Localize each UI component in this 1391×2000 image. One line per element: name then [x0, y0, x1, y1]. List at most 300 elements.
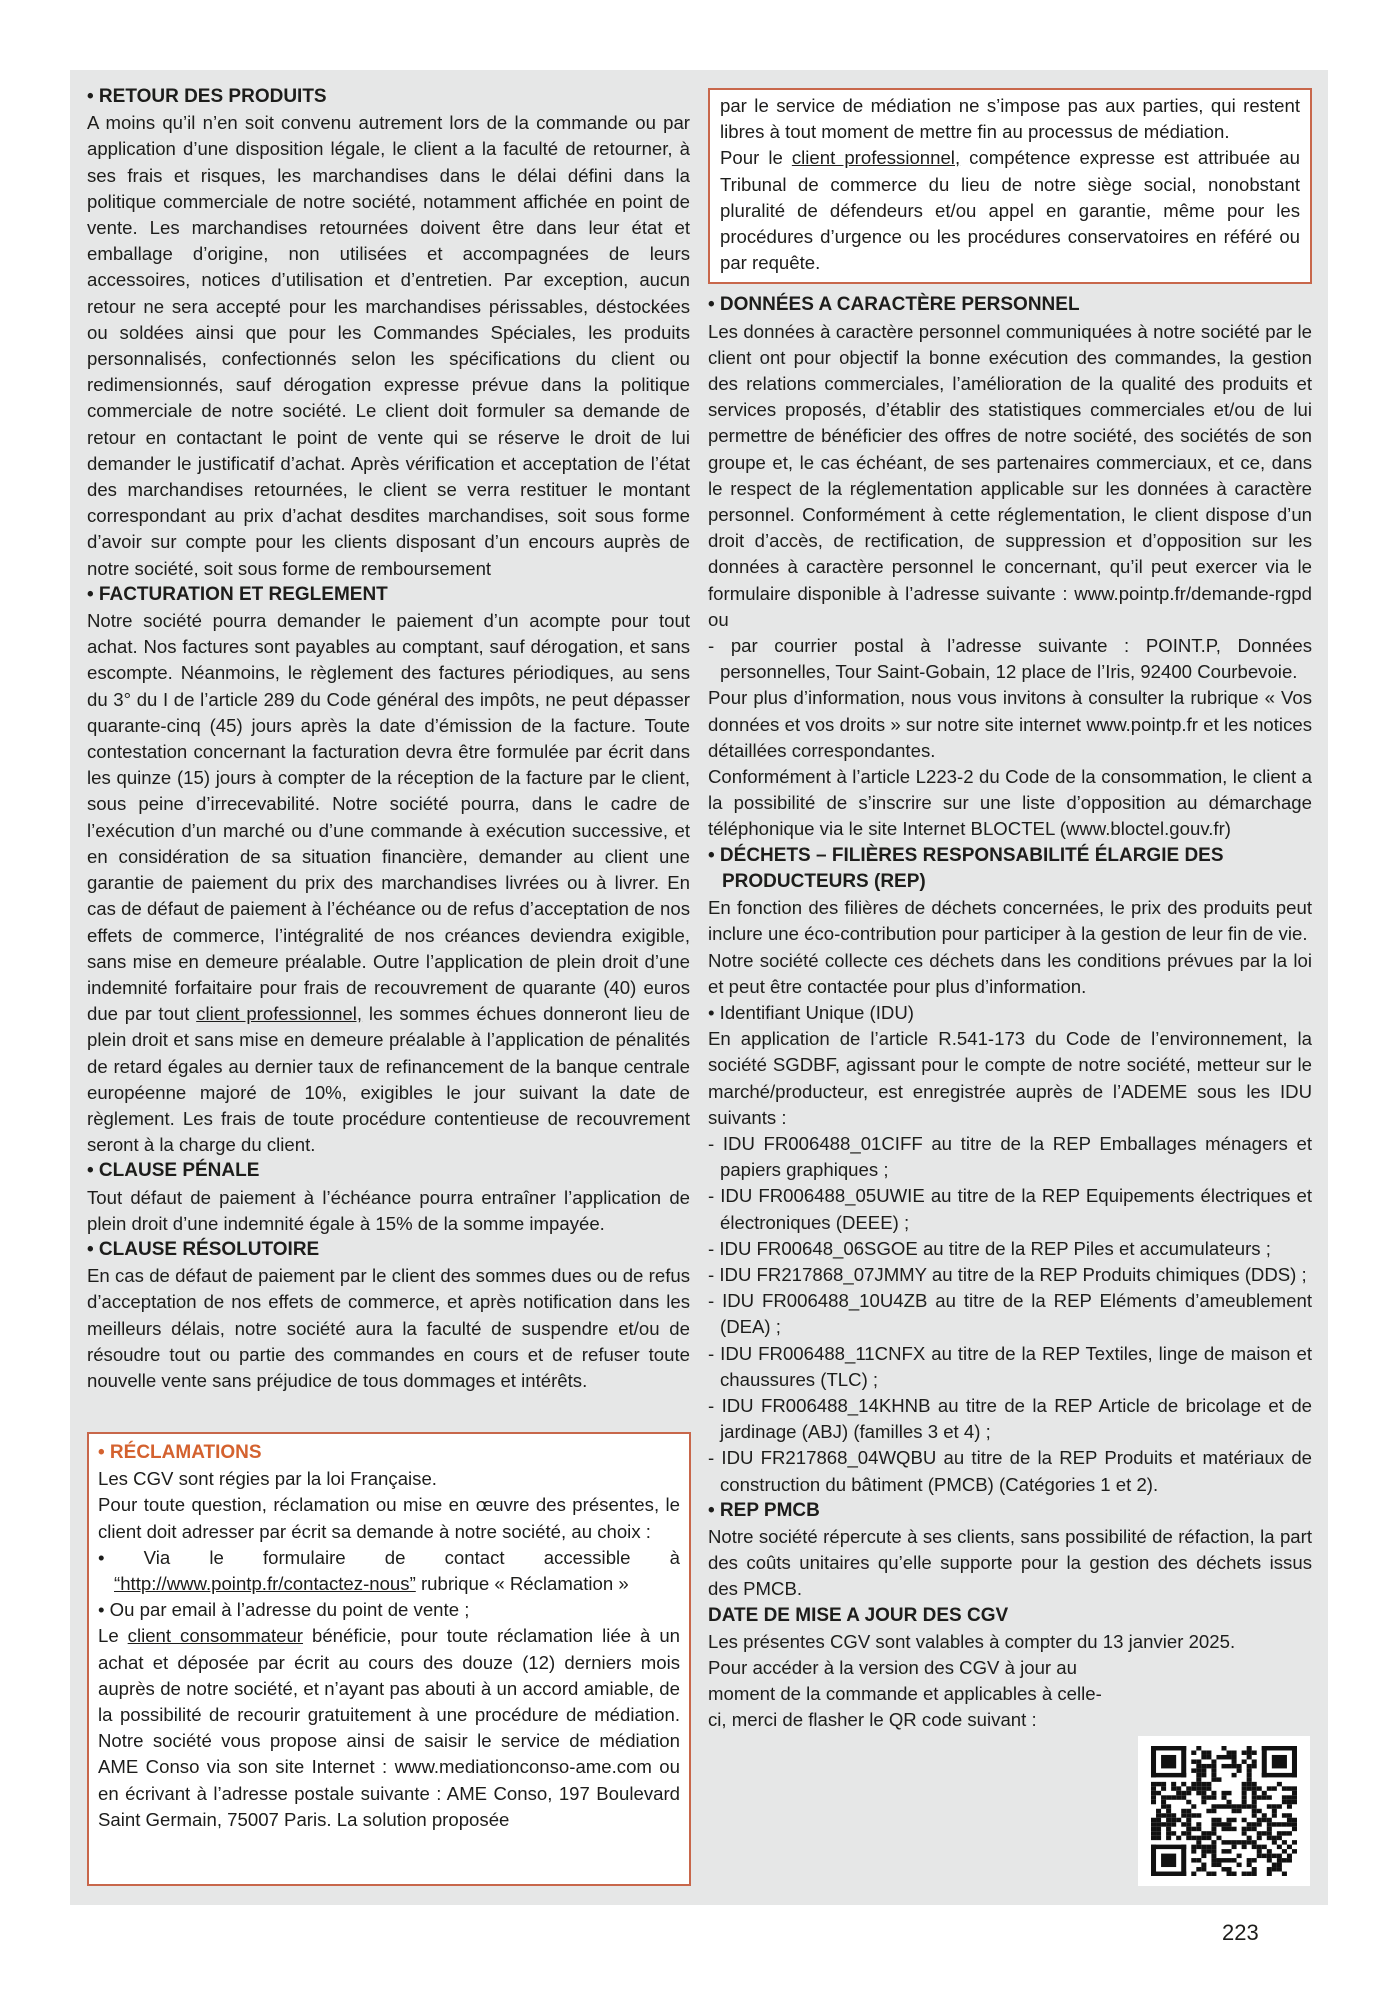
- qr-module: [1216, 1822, 1221, 1826]
- qr-module: [1242, 1831, 1247, 1835]
- qr-module: [1282, 1795, 1287, 1799]
- qr-module: [1227, 1818, 1232, 1822]
- qr-code-image: [1151, 1746, 1297, 1876]
- section-body: A moins qu’il n’en soit convenu autrement lors de la commande ou par application d’une disposition légale, le client a la faculté de retourner, à ses frais et risques, les marchandises dans le délai défini dans la politique commerciale de notre société, notamment affichée en point de vente. Les marchandises retournées doivent être dans leur état et emballage d’origine, non utilisées et accompagnées de leurs accessoires, notices d’utilisation et d’entretien. Par exception, aucun retour ne sera accepté pour les marchandises périssables, déstockées ou soldées ainsi que pour les Commandes Spéciales, les produits personnalisés, confectionnés selon les spécifications du client ou redimensionnés, sauf dérogation expresse prévue dans la politique commerciale de notre société. Le client doit formuler sa demande de retour en contactant le point de vente qui se réserve le droit de lui demander le justificatif d’achat. Après vérification et acceptation de l’état des marchandises retournées, le client se verra restituer le montant correspondant au prix d’achat desdites marchandises, soit sous forme d’avoir sur compte pour les clients disposant d’un encours auprès de notre société, soit sous forme de remboursement: [87, 112, 690, 579]
- qr-module: [1292, 1822, 1297, 1826]
- qr-module: [1191, 1836, 1196, 1840]
- qr-module: [1247, 1836, 1252, 1840]
- qr-module: [1282, 1831, 1287, 1835]
- qr-module: [1287, 1822, 1292, 1826]
- qr-module: [1166, 1809, 1171, 1813]
- qr-module: [1206, 1782, 1211, 1786]
- qr-module: [1247, 1773, 1252, 1777]
- qr-module: [1227, 1867, 1232, 1871]
- qr-module: [1237, 1840, 1242, 1844]
- qr-module: [1151, 1831, 1156, 1835]
- qr-module: [1216, 1804, 1221, 1808]
- qr-module: [1252, 1750, 1257, 1754]
- qr-module: [1262, 1845, 1267, 1849]
- idu-item: - IDU FR217868_07JMMY au titre de la REP Produits chimiques (DDS) ;: [708, 1263, 1307, 1285]
- qr-module: [1176, 1791, 1181, 1795]
- qr-module: [1151, 1800, 1156, 1804]
- text: - par courrier postal à l’adresse suivante : POINT.P, Données personnelles, Tour Saint-Gobain, 12 place de l’Iris, 92400 Courbevoie.: [708, 635, 1312, 683]
- qr-module: [1221, 1840, 1226, 1844]
- qr-module: [1206, 1849, 1211, 1853]
- text: Notre société pourra demander le paiement d’un acompte pour tout achat. Nos factures sont payables au comptant, sauf dérogation, et sans escompte. Néanmoins, le règlement des factures périodiques, au sens du 3° du I de l’article 289 du Code général des impôts, ne peut dépasser quarante-cinq (45) jours après la date d’émission de la facture. Toute contestation concernant la facturation devra être formulée par écrit dans les quinze (15) jours à compter de la réception de la facture par le client, sous peine d’irrecevabilité. Notre société pourra, dans le cadre de l’exécution d’un marché ou d’une commande à exécution successive, et en considération de sa situation financière, demander au client une garantie de paiement du prix des marchandises livrées ou à livrer. En cas de défaut de paiement à l’échéance ou de refus d’acceptation de nos effets de commerce, l’intégralité de nos créances deviendra exigible, sans mise en demeure préalable. Outre l’application de plein droit d’une indemnité forfaitaire pour frais de recouvrement de quarante (40) euros due par tout: [87, 610, 690, 1025]
- qr-module: [1232, 1755, 1237, 1759]
- qr-module: [1267, 1854, 1272, 1858]
- qr-module: [1196, 1764, 1201, 1768]
- text: bénéficie, pour toute réclamation liée à un achat et déposée par écrit au cours des douze (12) derniers mois auprès de notre société, et n’ayant pas abouti à un accord amiable, de la possibilité de recourir gratuitement à une procédure de médiation. Notre société vous propose ainsi de saisir le service de médiation AME Conso via son site Internet : www.mediationconso-ame.com ou en écrivant à l’adresse postale suivante : AME Conso, 197 Boulevard Saint Germain, 75007 Paris. La solution proposée: [98, 1625, 680, 1830]
- qr-module: [1247, 1750, 1252, 1754]
- section-donnees-personnelles: [708, 292, 1312, 842]
- qr-module: [1242, 1818, 1247, 1822]
- qr-module: [1282, 1800, 1287, 1804]
- qr-module: [1242, 1786, 1247, 1790]
- qr-module: [1196, 1782, 1201, 1786]
- qr-module: [1206, 1755, 1211, 1759]
- qr-module: [1171, 1813, 1176, 1817]
- idu-item: - IDU FR00648_06SGOE au titre de la REP Piles et accumulateurs ;: [708, 1237, 1271, 1259]
- qr-module: [1282, 1822, 1287, 1826]
- qr-module: [1242, 1840, 1247, 1844]
- qr-module: [1181, 1813, 1186, 1817]
- qr-module: [1267, 1827, 1272, 1831]
- text: rubrique « Réclamation »: [415, 1573, 629, 1595]
- qr-module: [1287, 1800, 1292, 1804]
- qr-module: [1151, 1836, 1156, 1840]
- qr-module: [1191, 1872, 1196, 1876]
- qr-module: [1232, 1804, 1237, 1808]
- text: Les données à caractère personnel communiquées à notre société par le client ont pour objectif la bonne exécution des commandes, la gestion des relations commerciales, l’amélioration de la qualité des produits et services proposés, d’établir des statistiques commerciales et/ou de lui permettre de bénéficier des offres de notre société, des sociétés de son groupe et, le cas échéant, de ses partenaires commerciaux, et ce, dans le respect de la réglementation applicable sur les données à caractère personnel. Conformément à cette réglementation, le client dispose d’un droit d’accès, de rectification, de suppression et d’opposition sur les données à caractère personnel le concernant, qu’il peut exercer via le formulaire disponible à l’adresse suivante : www.pointp.fr/demande-rgpd ou: [708, 320, 1312, 630]
- qr-module: [1262, 1746, 1267, 1777]
- qr-module: [1151, 1791, 1156, 1795]
- qr-module: [1277, 1831, 1282, 1835]
- qr-module: [1232, 1809, 1237, 1813]
- qr-module: [1211, 1804, 1216, 1808]
- qr-module: [1292, 1840, 1297, 1844]
- qr-module: [1211, 1845, 1216, 1849]
- text: • Identifiant Unique (IDU): [708, 1001, 914, 1023]
- qr-module: [1257, 1795, 1262, 1799]
- qr-code[interactable]: [1138, 1736, 1310, 1886]
- section-clause-resolutoire: [87, 1237, 690, 1394]
- text: Les présentes CGV sont valables à compter du 13 janvier 2025.: [708, 1630, 1236, 1652]
- qr-module: [1196, 1867, 1201, 1871]
- qr-module: [1186, 1791, 1191, 1795]
- qr-module: [1186, 1818, 1191, 1822]
- qr-module: [1181, 1809, 1186, 1813]
- qr-module: [1156, 1782, 1161, 1786]
- qr-module: [1196, 1746, 1201, 1750]
- section-title: • RETOUR DES PRODUITS: [87, 86, 327, 107]
- section-title: DATE DE MISE A JOUR DES CGV: [708, 1604, 1009, 1626]
- qr-module: [1252, 1858, 1257, 1862]
- qr-module: [1272, 1840, 1277, 1844]
- qr-module: [1257, 1854, 1262, 1858]
- qr-module: [1252, 1759, 1257, 1763]
- qr-module: [1211, 1849, 1216, 1853]
- qr-module: [1257, 1845, 1262, 1849]
- qr-module: [1227, 1804, 1232, 1808]
- qr-module: [1237, 1768, 1242, 1772]
- text: Notre société répercute à ses clients, sans possibilité de réfaction, la part des coûts unitaires qu’elle supporte pour la gestion des déchets issus des PMCB.: [708, 1525, 1312, 1600]
- qr-module: [1196, 1858, 1201, 1862]
- qr-module: [1196, 1845, 1201, 1849]
- qr-module: [1201, 1831, 1206, 1835]
- qr-module: [1292, 1800, 1297, 1804]
- qr-module: [1211, 1827, 1216, 1831]
- qr-module: [1156, 1836, 1161, 1840]
- qr-module: [1221, 1858, 1226, 1862]
- contact-url-link[interactable]: “http://www.pointp.fr/contactez-nous”: [114, 1573, 416, 1595]
- qr-module: [1237, 1863, 1242, 1867]
- qr-module: [1201, 1863, 1206, 1867]
- qr-module: [1191, 1858, 1196, 1862]
- qr-module: [1257, 1836, 1262, 1840]
- qr-module: [1232, 1840, 1237, 1844]
- qr-module: [1176, 1795, 1181, 1799]
- qr-module: [1211, 1840, 1216, 1844]
- qr-module: [1237, 1804, 1242, 1808]
- qr-module: [1211, 1872, 1216, 1876]
- qr-module: [1206, 1836, 1211, 1840]
- qr-module: [1181, 1795, 1186, 1799]
- qr-module: [1237, 1764, 1242, 1768]
- qr-module: [1247, 1786, 1252, 1790]
- qr-module: [1232, 1827, 1237, 1831]
- qr-module: [1252, 1786, 1257, 1790]
- qr-module: [1252, 1782, 1257, 1786]
- qr-module: [1151, 1845, 1156, 1876]
- qr-module: [1211, 1863, 1216, 1867]
- qr-module: [1287, 1795, 1292, 1799]
- qr-module: [1151, 1773, 1186, 1777]
- qr-module: [1211, 1764, 1216, 1768]
- qr-module: [1201, 1849, 1206, 1853]
- qr-module: [1191, 1813, 1196, 1817]
- qr-module: [1252, 1764, 1257, 1768]
- left-column: [87, 84, 690, 1394]
- qr-module: [1221, 1795, 1226, 1799]
- qr-module: [1151, 1782, 1156, 1786]
- qr-module: [1232, 1858, 1237, 1862]
- qr-module: [1196, 1759, 1201, 1763]
- qr-module: [1242, 1795, 1247, 1799]
- qr-module: [1201, 1867, 1206, 1871]
- qr-module: [1292, 1786, 1297, 1790]
- qr-module: [1267, 1849, 1272, 1853]
- qr-module: [1247, 1872, 1252, 1876]
- qr-module: [1206, 1764, 1211, 1768]
- qr-module: [1272, 1804, 1277, 1808]
- qr-module: [1242, 1782, 1247, 1786]
- qr-module: [1151, 1746, 1156, 1777]
- qr-module: [1277, 1836, 1282, 1840]
- qr-module: [1201, 1768, 1206, 1772]
- idu-item: - IDU FR006488_11CNFX au titre de la REP Textiles, linge de maison et chaussures (TLC) ;: [708, 1342, 1312, 1390]
- qr-module: [1247, 1746, 1252, 1750]
- qr-module: [1247, 1782, 1252, 1786]
- qr-module: [1191, 1759, 1196, 1763]
- qr-module: [1282, 1872, 1287, 1876]
- qr-module: [1267, 1831, 1272, 1835]
- qr-module: [1186, 1831, 1191, 1835]
- qr-module: [1232, 1764, 1237, 1768]
- bullet-email: • Ou par email à l’adresse du point de vente ;: [98, 1599, 470, 1621]
- qr-module: [1282, 1840, 1287, 1844]
- qr-module: [1272, 1813, 1277, 1817]
- text: Le: [98, 1625, 128, 1647]
- qr-module: [1272, 1867, 1277, 1871]
- qr-module: [1171, 1786, 1176, 1790]
- qr-module: [1252, 1845, 1257, 1849]
- qr-module: [1211, 1795, 1216, 1799]
- qr-module: [1252, 1840, 1257, 1844]
- idu-item: - IDU FR217868_04WQBU au titre de la REP Produits et matériaux de construction du bâtiment (PMCB) (Catégories 1 et 2).: [708, 1447, 1312, 1495]
- qr-module: [1201, 1836, 1206, 1840]
- qr-module: [1206, 1809, 1211, 1813]
- qr-module: [1216, 1836, 1221, 1840]
- text: compétence expresse est attribuée au Tribunal de commerce du lieu de notre siège social, nonobstant pluralité de défendeurs et/ou appel en garantie, même pour les procédures d’urgence ou les procédures conservatoires en référé ou par requête.: [720, 147, 1300, 274]
- bullet-contact-form: [98, 1545, 680, 1597]
- qr-module: [1267, 1858, 1272, 1862]
- qr-module: [1211, 1809, 1216, 1813]
- qr-module: [1287, 1858, 1292, 1862]
- qr-module: [1196, 1836, 1201, 1840]
- qr-module: [1166, 1804, 1171, 1808]
- client-professionnel-link[interactable]: client professionnel,: [196, 1003, 363, 1025]
- qr-module: [1247, 1768, 1252, 1772]
- qr-module: [1216, 1777, 1221, 1781]
- qr-module: [1227, 1800, 1232, 1804]
- section-title: • REP PMCB: [708, 1499, 820, 1521]
- qr-module: [1191, 1849, 1196, 1853]
- qr-module: [1191, 1782, 1196, 1786]
- qr-module: [1186, 1827, 1191, 1831]
- qr-module: [1156, 1827, 1161, 1831]
- qr-module: [1227, 1858, 1232, 1862]
- section-title: • FACTURATION ET REGLEMENT: [87, 583, 388, 605]
- reclamations-box: [87, 1432, 691, 1886]
- qr-module: [1161, 1854, 1176, 1867]
- qr-module: [1252, 1872, 1257, 1876]
- qr-module: [1247, 1863, 1252, 1867]
- qr-module: [1161, 1795, 1166, 1799]
- client-professionnel-link[interactable]: client professionnel,: [791, 147, 961, 169]
- qr-module: [1267, 1872, 1272, 1876]
- qr-module: [1292, 1746, 1297, 1777]
- text: • Via le formulaire de contact accessible à: [98, 1546, 680, 1568]
- qr-module: [1156, 1822, 1161, 1826]
- qr-module: [1216, 1863, 1221, 1867]
- qr-module: [1206, 1872, 1211, 1876]
- qr-module: [1221, 1827, 1226, 1831]
- qr-module: [1196, 1786, 1201, 1790]
- qr-module: [1252, 1795, 1257, 1799]
- qr-module: [1171, 1822, 1176, 1826]
- text: Les CGV sont régies par la loi Française.: [98, 1468, 437, 1490]
- section-title: • CLAUSE RÉSOLUTOIRE: [87, 1238, 320, 1260]
- qr-module: [1201, 1755, 1206, 1759]
- section-dechets: [708, 843, 1312, 1498]
- qr-module: [1267, 1795, 1272, 1799]
- qr-module: [1262, 1854, 1267, 1858]
- qr-module: [1211, 1854, 1216, 1858]
- qr-module: [1181, 1822, 1186, 1826]
- qr-module: [1262, 1773, 1297, 1777]
- idu-item: - IDU FR006488_10U4ZB au titre de la REP Eléments d’ameublement (DEA) ;: [708, 1290, 1312, 1338]
- qr-module: [1171, 1795, 1176, 1799]
- qr-module: [1191, 1786, 1196, 1790]
- qr-module: [1277, 1863, 1282, 1867]
- qr-module: [1287, 1831, 1292, 1835]
- qr-module: [1196, 1777, 1201, 1781]
- qr-module: [1242, 1872, 1247, 1876]
- idu-item: - IDU FR006488_14KHNB au titre de la REP Article de bricolage et de jardinage (ABJ) (familles 3 et 4) ;: [708, 1394, 1312, 1443]
- qr-module: [1247, 1827, 1252, 1831]
- text: Conformément à l’article L223-2 du Code de la consommation, le client a la possibilité de s’inscrire sur une liste d’opposition au démarchage téléphonique via le site Internet BLOCTEL (www.bloctel.gouv.fr): [708, 766, 1312, 840]
- qr-module: [1257, 1849, 1262, 1853]
- qr-module: [1171, 1818, 1176, 1822]
- qr-module: [1252, 1827, 1257, 1831]
- qr-module: [1272, 1755, 1287, 1768]
- qr-module: [1191, 1845, 1196, 1849]
- qr-module: [1196, 1773, 1201, 1777]
- qr-module: [1176, 1786, 1181, 1790]
- qr-module: [1211, 1773, 1216, 1777]
- qr-module: [1211, 1831, 1216, 1835]
- qr-module: [1206, 1750, 1211, 1754]
- qr-module: [1277, 1858, 1282, 1862]
- qr-module: [1151, 1786, 1156, 1790]
- qr-module: [1227, 1872, 1232, 1876]
- qr-module: [1186, 1809, 1191, 1813]
- qr-module: [1161, 1786, 1166, 1790]
- text: En application de l’article R.541-173 du Code de l’environnement, la société SGDBF, agissant pour le compte de notre société, metteur sur le marché/producteur, est enregistrée auprès de l’ADEME sous les IDU suivants :: [708, 1028, 1312, 1128]
- qr-module: [1272, 1836, 1277, 1840]
- qr-module: [1206, 1831, 1211, 1835]
- qr-module: [1196, 1840, 1201, 1844]
- qr-module: [1232, 1845, 1237, 1849]
- qr-module: [1247, 1755, 1252, 1759]
- qr-module: [1191, 1804, 1196, 1808]
- qr-module: [1151, 1746, 1186, 1750]
- qr-module: [1242, 1827, 1247, 1831]
- qr-module: [1161, 1804, 1166, 1808]
- qr-module: [1156, 1818, 1161, 1822]
- qr-module: [1252, 1822, 1257, 1826]
- qr-module: [1272, 1854, 1277, 1858]
- section-title: • DONNÉES A CARACTÈRE PERSONNEL: [708, 294, 1080, 316]
- section-date-maj: [708, 1603, 1312, 1734]
- qr-module: [1292, 1818, 1297, 1822]
- section-facturation: [87, 582, 690, 1158]
- qr-module: [1206, 1786, 1211, 1790]
- text: En fonction des filières de déchets concernées, le prix des produits peut inclure une éco-contribution pour participer à la gestion de leur fin de vie.: [708, 897, 1312, 945]
- qr-module: [1161, 1800, 1166, 1804]
- qr-module: [1277, 1782, 1282, 1786]
- qr-module: [1211, 1777, 1216, 1781]
- qr-module: [1232, 1750, 1237, 1754]
- qr-module: [1191, 1768, 1196, 1772]
- qr-module: [1221, 1867, 1226, 1871]
- qr-module: [1201, 1795, 1206, 1799]
- text: Pour accéder à la version des CGV à jour au moment de la commande et applicables à celle-ci, merci de flasher le QR code suivant :: [708, 1656, 1102, 1731]
- qr-module: [1156, 1813, 1161, 1817]
- qr-module: [1277, 1854, 1282, 1858]
- qr-module: [1161, 1755, 1176, 1768]
- qr-module: [1232, 1818, 1237, 1822]
- qr-module: [1242, 1800, 1247, 1804]
- qr-module: [1227, 1827, 1232, 1831]
- qr-module: [1221, 1822, 1226, 1826]
- qr-module: [1227, 1840, 1232, 1844]
- qr-module: [1262, 1795, 1267, 1799]
- qr-module: [1232, 1773, 1237, 1777]
- qr-module: [1156, 1791, 1161, 1795]
- qr-module: [1211, 1791, 1216, 1795]
- qr-module: [1196, 1813, 1201, 1817]
- idu-list: [708, 1131, 1312, 1498]
- qr-module: [1267, 1836, 1272, 1840]
- qr-module: [1242, 1804, 1247, 1808]
- qr-module: [1161, 1813, 1166, 1817]
- qr-module: [1191, 1750, 1196, 1754]
- qr-module: [1151, 1827, 1156, 1831]
- qr-module: [1257, 1786, 1262, 1790]
- section-title: • RÉCLAMATIONS: [98, 1442, 262, 1463]
- idu-item: - IDU FR006488_01CIFF au titre de la REP Emballages ménagers et papiers graphiques ;: [708, 1132, 1312, 1181]
- qr-module: [1201, 1773, 1206, 1777]
- qr-module: [1267, 1822, 1272, 1826]
- qr-module: [1282, 1786, 1287, 1790]
- qr-module: [1277, 1822, 1282, 1826]
- qr-module: [1252, 1813, 1257, 1817]
- qr-module: [1196, 1822, 1201, 1826]
- qr-module: [1287, 1854, 1292, 1858]
- qr-module: [1216, 1858, 1221, 1862]
- qr-module: [1211, 1818, 1216, 1822]
- qr-module: [1166, 1822, 1171, 1826]
- qr-module: [1292, 1827, 1297, 1831]
- qr-module: [1221, 1791, 1226, 1795]
- qr-module: [1277, 1804, 1282, 1808]
- qr-module: [1181, 1845, 1186, 1876]
- qr-module: [1287, 1845, 1292, 1849]
- qr-module: [1181, 1791, 1186, 1795]
- qr-module: [1262, 1746, 1297, 1750]
- qr-module: [1252, 1809, 1257, 1813]
- section-body: [87, 608, 690, 1158]
- qr-module: [1247, 1822, 1252, 1826]
- qr-module: [1221, 1804, 1226, 1808]
- qr-module: [1247, 1840, 1252, 1844]
- qr-module: [1201, 1782, 1206, 1786]
- qr-module: [1242, 1759, 1247, 1763]
- qr-module: [1242, 1750, 1247, 1754]
- qr-module: [1292, 1791, 1297, 1795]
- qr-module: [1262, 1791, 1267, 1795]
- qr-module: [1211, 1858, 1216, 1862]
- qr-module: [1237, 1854, 1242, 1858]
- idu-item: - IDU FR006488_05UWIE au titre de la REP Equipements électriques et électroniques (DEEE) ;: [708, 1185, 1312, 1233]
- section-title: • DÉCHETS – FILIÈRES RESPONSABILITÉ ÉLARGIE DES PRODUCTEURS (REP): [708, 844, 1224, 892]
- qr-module: [1191, 1827, 1196, 1831]
- qr-module: [1156, 1809, 1161, 1813]
- qr-module: [1176, 1818, 1181, 1822]
- client-consommateur-link[interactable]: client consommateur: [127, 1625, 304, 1647]
